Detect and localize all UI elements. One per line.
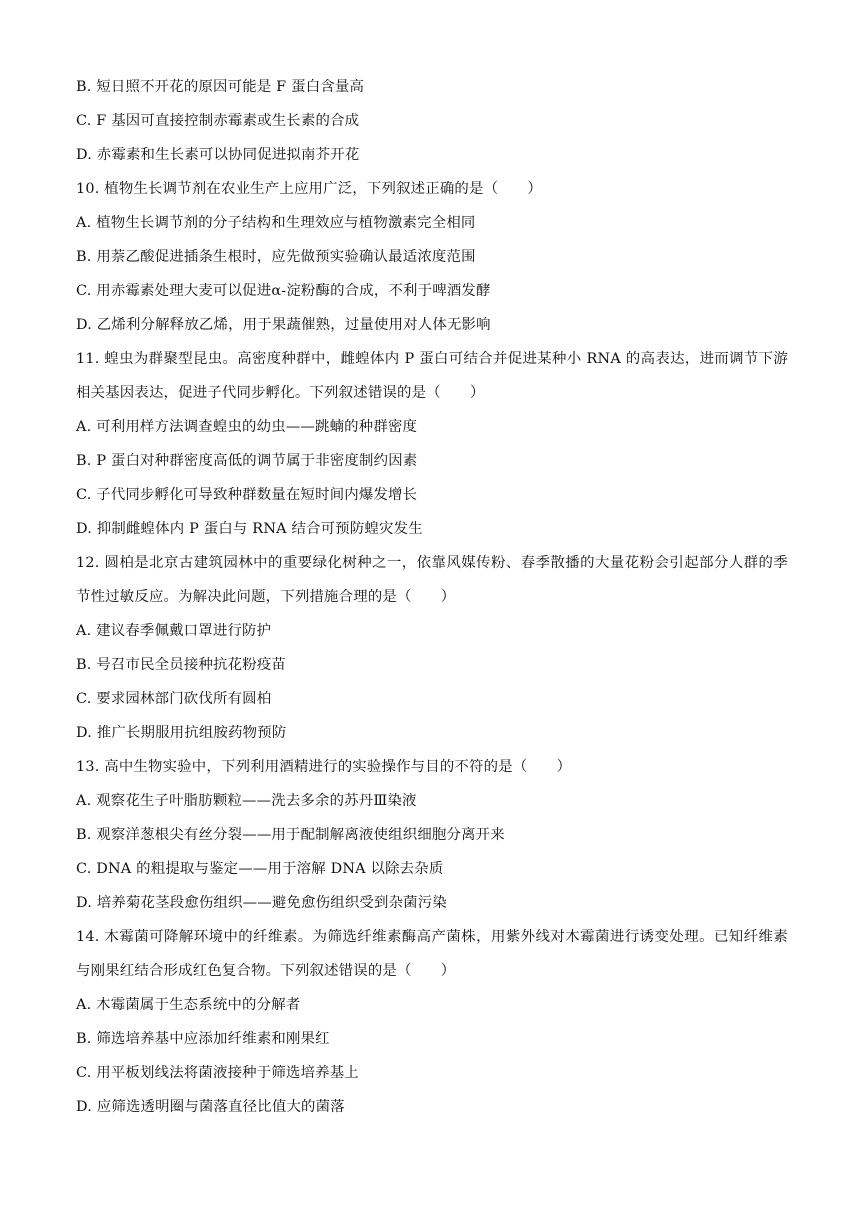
q14-option-c: C. 用平板划线法将菌液接种于筛选培养基上	[76, 1065, 359, 1081]
q12-option-c: C. 要求园林部门砍伐所有圆柏	[76, 691, 272, 707]
q9-option-b: B. 短日照不开花的原因可能是 F 蛋白含量高	[76, 79, 365, 95]
q9-option-d: D. 赤霉素和生长素可以协同促进拟南芥开花	[76, 147, 360, 163]
q14-option-b: B. 筛选培养基中应添加纤维素和刚果红	[76, 1031, 330, 1047]
q13-option-b: B. 观察洋葱根尖有丝分裂——用于配制解离液使组织细胞分离开来	[76, 827, 505, 843]
q14-stem: 14. 木霉菌可降解环境中的纤维素。为筛选纤维素酶高产菌株，用紫外线对木霉菌进行诱变处理。已知纤维素与刚果红结合形成红色复合物。下列叙述错误的是（ ）	[76, 929, 788, 979]
question-list	[76, 70, 788, 1124]
q13-option-c: C. DNA 的粗提取与鉴定——用于溶解 DNA 以除去杂质	[76, 861, 444, 877]
q13-option-a: A. 观察花生子叶脂肪颗粒——洗去多余的苏丹Ⅲ染液	[76, 793, 417, 809]
q11-option-d: D. 抑制雌蝗体内 P 蛋白与 RNA 结合可预防蝗灾发生	[76, 521, 423, 537]
q12-stem: 12. 圆柏是北京古建筑园林中的重要绿化树种之一，依靠风媒传粉、春季散播的大量花粉会引起部分人群的季节性过敏反应。为解决此问题，下列措施合理的是（ ）	[76, 555, 788, 605]
q14-option-d: D. 应筛选透明圈与菌落直径比值大的菌落	[76, 1099, 345, 1115]
q13-option-d: D. 培养菊花茎段愈伤组织——避免愈伤组织受到杂菌污染	[76, 895, 447, 911]
q12-option-a: A. 建议春季佩戴口罩进行防护	[76, 623, 272, 639]
q10-option-a: A. 植物生长调节剂的分子结构和生理效应与植物激素完全相同	[76, 215, 476, 231]
q11-stem: 11. 蝗虫为群聚型昆虫。高密度种群中，雌蝗体内 P 蛋白可结合并促进某种小 RNA 的高表达，进而调节下游相关基因表达，促进子代同步孵化。下列叙述错误的是（ ）	[76, 351, 788, 401]
q13-stem: 13. 高中生物实验中，下列利用酒精进行的实验操作与目的不符的是（ ）	[76, 759, 572, 775]
q10-option-c: C. 用赤霉素处理大麦可以促进α-淀粉酶的合成，不利于啤酒发酵	[76, 283, 491, 299]
q11-option-b: B. P 蛋白对种群密度高低的调节属于非密度制约因素	[76, 453, 418, 469]
q10-option-b: B. 用萘乙酸促进插条生根时，应先做预实验确认最适浓度范围	[76, 249, 476, 265]
q10-option-d: D. 乙烯利分解释放乙烯，用于果蔬催熟，过量使用对人体无影响	[76, 317, 491, 333]
q11-option-c: C. 子代同步孵化可导致种群数量在短时间内爆发增长	[76, 487, 418, 503]
q14-option-a: A. 木霉菌属于生态系统中的分解者	[76, 997, 301, 1013]
q12-option-b: B. 号召市民全员接种抗花粉疫苗	[76, 657, 287, 673]
q9-option-c: C. F 基因可直接控制赤霉素或生长素的合成	[76, 113, 360, 129]
q11-option-a: A. 可利用样方法调查蝗虫的幼虫——跳蝻的种群密度	[76, 419, 418, 435]
q10-stem: 10. 植物生长调节剂在农业生产上应用广泛，下列叙述正确的是（ ）	[76, 181, 542, 197]
q12-option-d: D. 推广长期服用抗组胺药物预防	[76, 725, 287, 741]
